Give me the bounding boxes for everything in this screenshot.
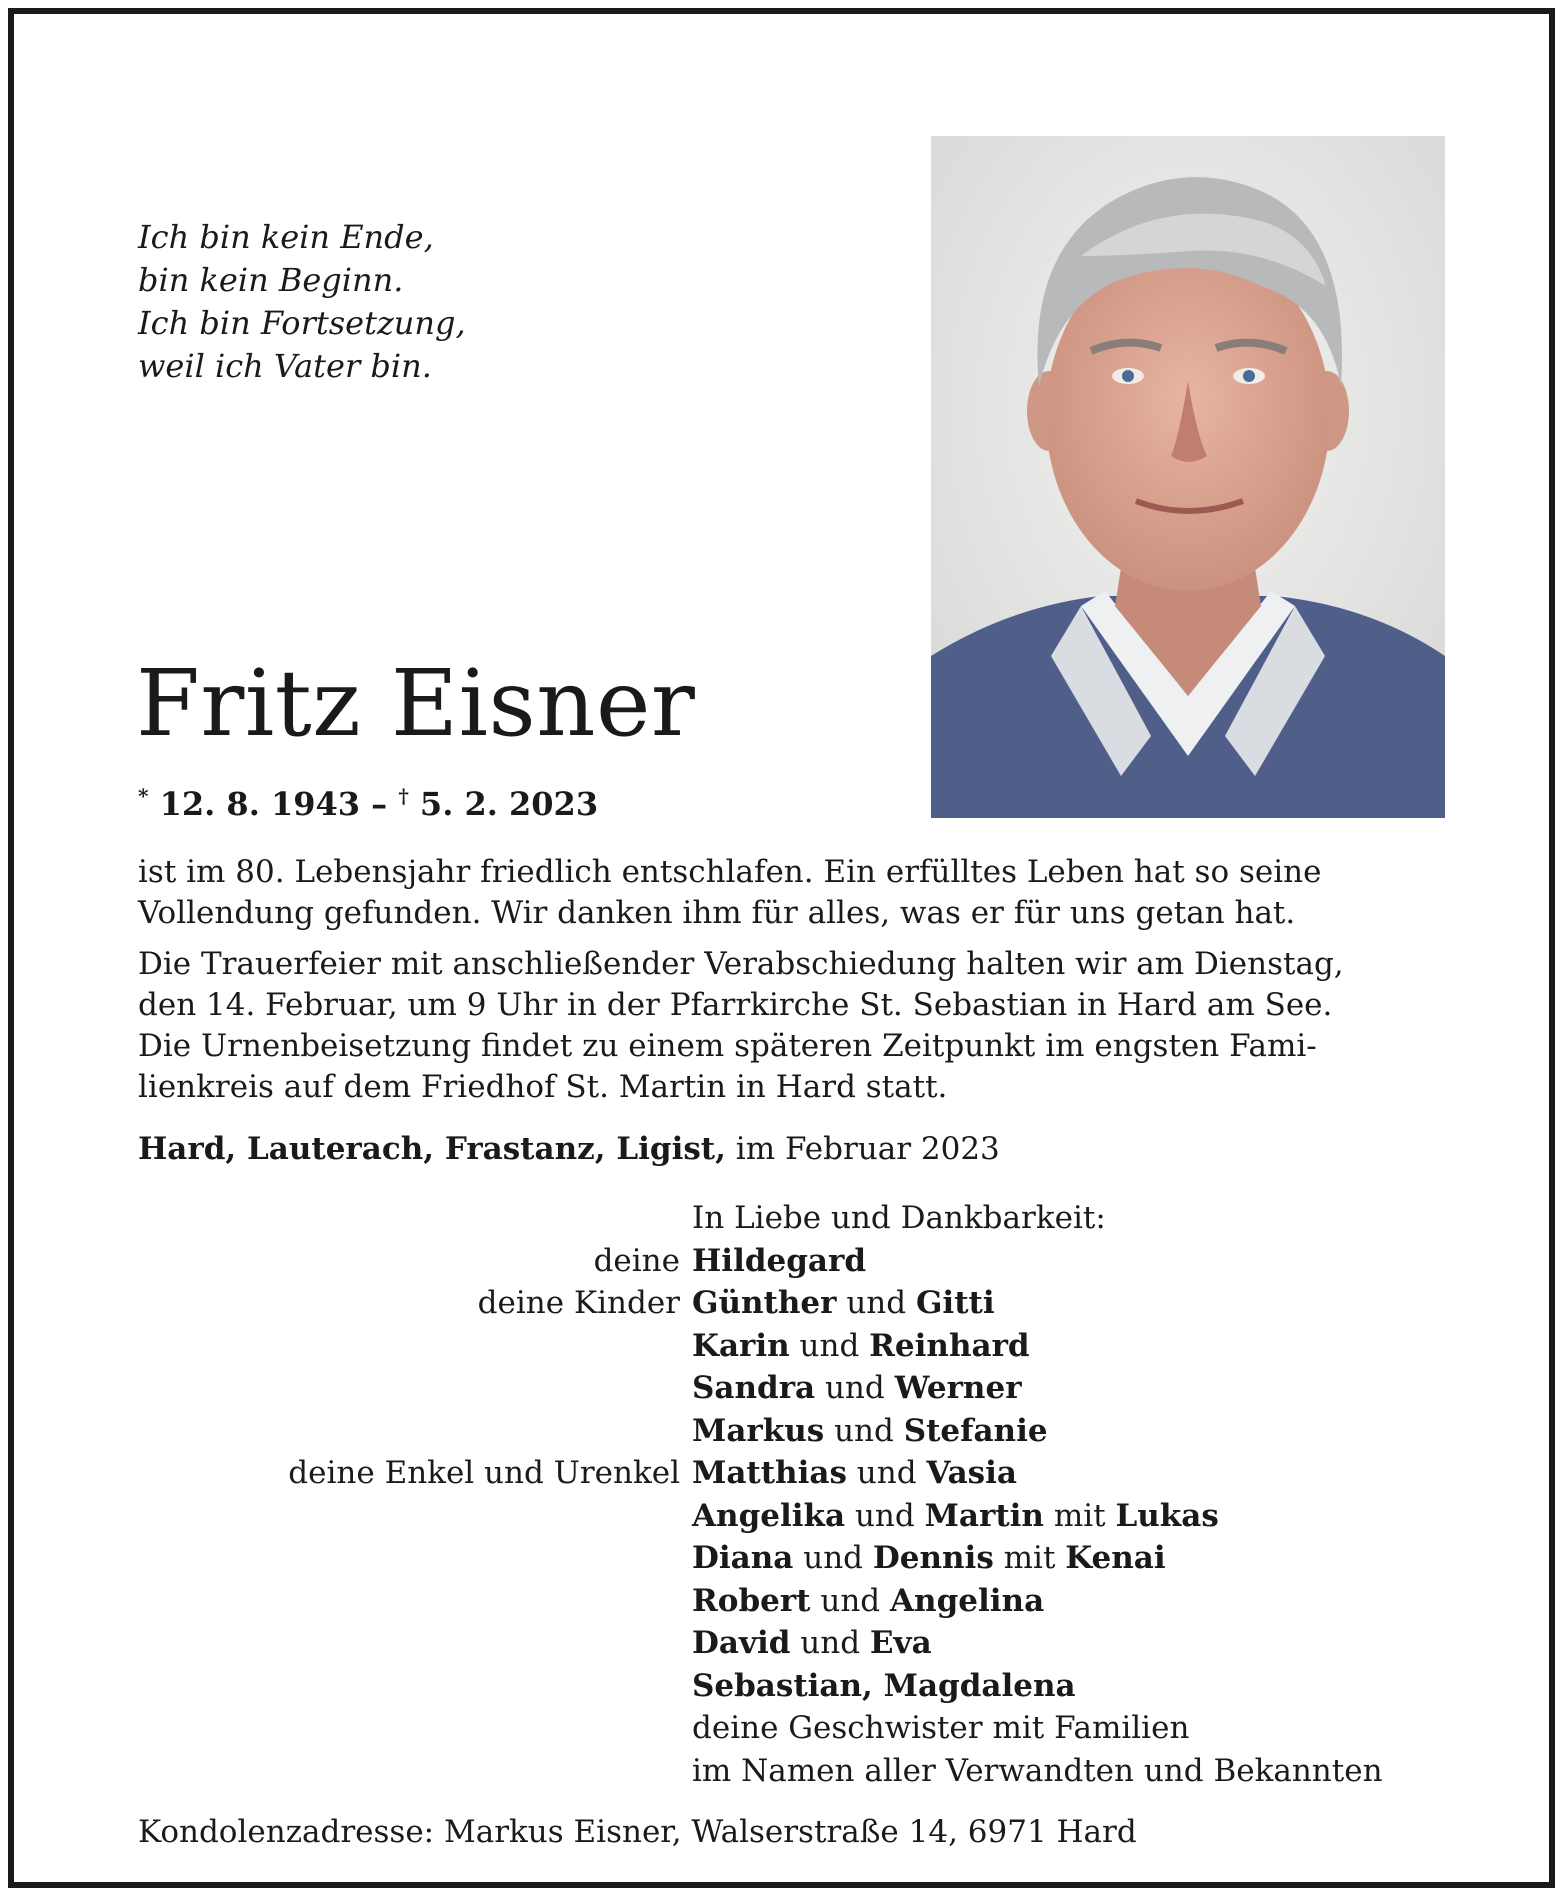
towns: Hard, Lauterach, Frastanz, Ligist,: [138, 1131, 726, 1167]
relatives-line: im Namen aller Verwandten und Bekannten: [692, 1752, 1383, 1789]
month-year: im Februar 2023: [725, 1131, 1000, 1167]
paragraph-line: Die Urnenbeisetzung findet zu einem späteren Zeitpunkt im engsten Fami-: [138, 1028, 1317, 1064]
life-dates: [138, 784, 598, 823]
funeral-details-paragraph: [138, 944, 1454, 1108]
poem-line: Ich bin kein Ende,: [138, 218, 434, 256]
closing-phrase: In Liebe und Dankbarkeit:: [692, 1200, 1106, 1236]
child-couple: Sandra und Werner: [692, 1370, 1022, 1406]
poem: [138, 216, 466, 388]
grandchild-entry: Diana und Dennis mit Kenai: [692, 1540, 1166, 1576]
paragraph-line: den 14. Februar, um 9 Uhr in der Pfarrkirche St. Sebastian in Hard am See.: [138, 987, 1333, 1023]
wife-name: Hildegard: [692, 1242, 867, 1279]
grandchild-entry: Robert und Angelina: [692, 1582, 1045, 1619]
birth-date: 12. 8. 1943: [159, 785, 361, 823]
deceased-name: Fritz Eisner: [136, 650, 696, 757]
condolence-address: Kondolenzadresse: Markus Eisner, Walserstraße 14, 6971 Hard: [138, 1814, 1137, 1850]
child-couple: Karin und Reinhard: [692, 1327, 1030, 1364]
obituary-frame: [8, 8, 1555, 1888]
grandchild-entry: Angelika und Martin mit Lukas: [692, 1497, 1219, 1534]
paragraph-line: Die Trauerfeier mit anschließender Verabschiedung halten wir am Dienstag,: [138, 946, 1344, 982]
children-label: deine Kinder: [477, 1285, 680, 1321]
child-couple: Günther und Gitti: [692, 1285, 995, 1321]
grandchild-entry: David und Eva: [692, 1625, 932, 1661]
poem-line: Ich bin Fortsetzung,: [138, 304, 466, 342]
grandchild-entry: Sebastian, Magdalena: [692, 1667, 1076, 1704]
grandchild-entry: Matthias und Vasia: [692, 1455, 1017, 1491]
announcement-paragraph: [138, 852, 1454, 934]
portrait-illustration: [931, 136, 1445, 818]
death-mark: †: [398, 784, 409, 808]
paragraph-line: lienkreis auf dem Friedhof St. Martin in Hard statt.: [138, 1069, 948, 1105]
wife-label: deine: [593, 1242, 680, 1279]
place-and-date: [138, 1131, 1000, 1167]
poem-line: bin kein Beginn.: [138, 261, 404, 299]
portrait-photo: [931, 136, 1445, 818]
paragraph-line: ist im 80. Lebensjahr friedlich entschlafen. Ein erfülltes Leben hat so seine: [138, 854, 1322, 890]
date-dash: –: [360, 785, 399, 823]
poem-line: weil ich Vater bin.: [138, 347, 432, 385]
mourners-list: [138, 1197, 1454, 1792]
grandchildren-label: deine Enkel und Urenkel: [288, 1455, 680, 1491]
siblings-line: deine Geschwister mit Familien: [692, 1710, 1190, 1746]
death-date: 5. 2. 2023: [419, 785, 599, 823]
child-couple: Markus und Stefanie: [692, 1412, 1048, 1449]
paragraph-line: Vollendung gefunden. Wir danken ihm für alles, was er für uns getan hat.: [138, 895, 1296, 931]
birth-mark: *: [138, 784, 149, 808]
